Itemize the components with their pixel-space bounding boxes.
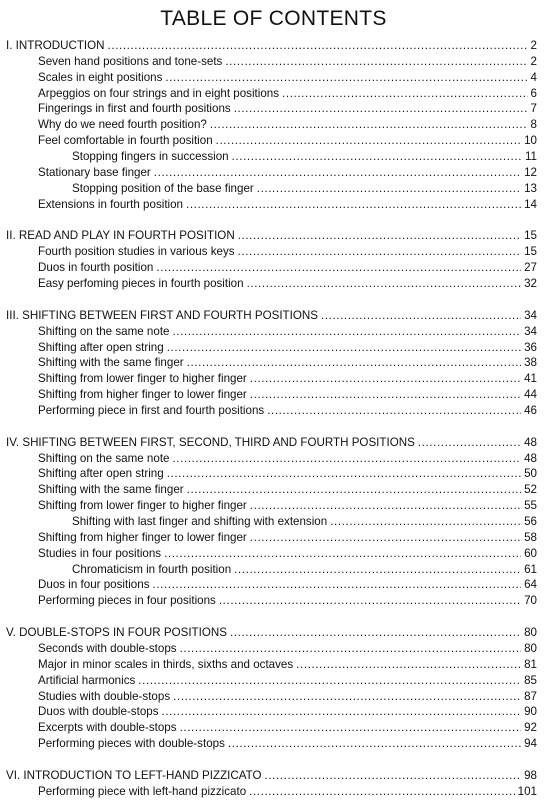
toc-entry (38, 689, 537, 705)
toc-entry-page-number: 48 (524, 435, 537, 449)
dot-leader (249, 784, 515, 800)
dot-leader (187, 482, 521, 498)
toc-section-heading (6, 435, 537, 451)
dot-leader (210, 117, 528, 133)
toc-entry-label: Shifting with the same finger (38, 356, 184, 370)
toc-entry-label: V. DOUBLE-STOPS IN FOUR POSITIONS (6, 626, 227, 640)
toc-entry-label: IV. SHIFTING BETWEEN FIRST, SECOND, THIRD AND FOURTH POSITIONS (6, 435, 415, 449)
toc-entry (38, 451, 537, 467)
toc-entry-label: Scales in eight positions (38, 70, 163, 84)
toc-entry-page-number: 27 (524, 261, 537, 274)
dot-leader (247, 276, 522, 292)
toc-entry (38, 387, 537, 403)
dot-leader (225, 54, 527, 70)
toc-entry (38, 641, 537, 657)
dot-leader (162, 704, 522, 720)
toc-entry-label: Shifting from lower finger to higher finger (38, 499, 247, 513)
toc-entry-label: Stationary base finger (38, 165, 151, 179)
toc-entry-page-number: 41 (524, 372, 537, 386)
toc-entry (72, 181, 537, 197)
toc-entry (38, 657, 537, 673)
toc-entry (38, 784, 537, 800)
toc-entry-page-number: 36 (524, 340, 537, 354)
toc-entry-page-number: 92 (524, 721, 537, 735)
toc-entry-label: Shifting from higher finger to lower finger (38, 388, 247, 401)
toc-entry-label: Extensions in fourth position (38, 197, 184, 211)
dot-leader (330, 514, 521, 530)
dot-leader (172, 324, 521, 340)
toc-entry-page-number: 60 (524, 546, 537, 560)
dot-leader (250, 387, 521, 403)
dot-leader (282, 86, 528, 102)
dot-leader (180, 641, 522, 657)
toc-entry-page-number: 46 (524, 403, 537, 417)
toc-entry-label: Shifting with the same finger (38, 483, 184, 497)
toc-entry-label: Shifting from lower finger to higher finger (38, 372, 247, 386)
dot-leader (187, 355, 521, 371)
toc-entry-page-number: 7 (530, 102, 537, 116)
toc-entry-page-number: 64 (524, 578, 537, 592)
toc-entry (72, 514, 537, 530)
toc-entry (38, 276, 537, 292)
toc-entry-page-number: 6 (530, 86, 537, 100)
toc-entry (38, 577, 537, 593)
dot-leader (164, 546, 521, 562)
toc-entry (38, 133, 537, 149)
toc-entry (38, 498, 537, 514)
dot-leader (153, 577, 522, 593)
toc-entry-page-number: 98 (524, 768, 537, 782)
toc-entry-page-number: 48 (524, 451, 537, 465)
toc-section-heading (6, 228, 537, 244)
toc-section-heading (6, 308, 537, 324)
dot-leader (418, 435, 521, 451)
dot-leader (186, 197, 521, 213)
toc-entry (38, 117, 537, 133)
toc-entry (72, 562, 537, 578)
dot-leader (108, 38, 528, 54)
dot-leader (172, 451, 521, 467)
toc-entry-page-number: 80 (524, 641, 537, 655)
dot-leader (167, 466, 521, 482)
page-title: TABLE OF CONTENTS (160, 7, 387, 30)
toc-entry-page-number: 52 (524, 483, 537, 497)
dot-leader (165, 70, 527, 86)
toc-entry-page-number: 15 (524, 245, 537, 259)
toc-entry-label: Duos with double-stops (38, 705, 159, 719)
toc-entry (38, 403, 537, 419)
toc-entry-page-number: 81 (524, 657, 537, 671)
toc-entry-label: Easy perfoming pieces in fourth position (38, 276, 244, 290)
toc-entry-label: Major in minor scales in thirds, sixths and octaves (38, 657, 294, 671)
toc-entry-page-number: 2 (530, 39, 537, 52)
toc-entry (38, 86, 537, 102)
toc-entry-page-number: 94 (524, 737, 537, 750)
toc-entry (38, 324, 537, 340)
toc-entry-label: Duos in four positions (38, 578, 150, 592)
toc-entry-label: Excerpts with double-stops (38, 721, 177, 735)
toc-entry-page-number: 61 (524, 562, 537, 576)
toc-entry-page-number: 12 (524, 165, 537, 179)
toc-entry-page-number: 13 (524, 181, 537, 195)
toc-entry-label: Seconds with double-stops (38, 641, 177, 655)
toc-entry-label: Shifting after open string (38, 340, 164, 354)
toc-entry (38, 482, 537, 498)
toc-entry (38, 197, 537, 213)
toc-entry-page-number: 70 (524, 594, 537, 608)
dot-leader (250, 498, 521, 514)
toc-entry-page-number: 15 (524, 229, 537, 243)
toc-entry-label: Studies in four positions (38, 546, 162, 560)
toc-entry (38, 70, 537, 86)
toc-entry-label: Performing pieces with double-stops (38, 737, 225, 750)
toc-entry-label: Shifting with last finger and shifting with extension (72, 515, 328, 528)
toc-entry-page-number: 50 (524, 467, 537, 481)
toc-section-heading (6, 38, 537, 54)
dot-leader (238, 244, 522, 260)
dot-leader (167, 340, 521, 356)
toc-entry-page-number: 32 (524, 276, 537, 290)
toc-entry-label: II. READ AND PLAY IN FOURTH POSITION (6, 229, 235, 243)
toc-entry (38, 546, 537, 562)
dot-leader (230, 625, 521, 641)
dot-leader (238, 228, 521, 244)
toc-entry-page-number: 38 (524, 356, 537, 370)
dot-leader (219, 593, 521, 609)
toc-entry (38, 736, 537, 752)
toc-entry-label: Chromaticism in fourth position (72, 562, 232, 576)
dot-leader (138, 673, 521, 689)
toc-entry-label: I. INTRODUCTION (6, 39, 105, 52)
dot-leader (232, 149, 522, 165)
toc-entry (38, 340, 537, 356)
dot-leader (180, 720, 522, 736)
toc-entry-label: Shifting on the same note (38, 324, 170, 338)
toc-entry-label: Seven hand positions and tone-sets (38, 54, 223, 68)
dot-leader (234, 101, 528, 117)
toc-entry (38, 54, 537, 70)
toc-entry-label: Performing pieces in four positions (38, 594, 216, 608)
toc-entry (38, 260, 537, 276)
toc-entry-label: Performing piece with left-hand pizzicato (38, 784, 247, 798)
toc-entry-page-number: 2 (530, 54, 537, 68)
toc-entry-label: Feel comfortable in fourth position (38, 134, 213, 148)
toc-entry-label: III. SHIFTING BETWEEN FIRST AND FOURTH POSITIONS (6, 308, 318, 322)
dot-leader (296, 657, 521, 673)
toc-entry-page-number: 80 (524, 626, 537, 640)
toc-entry (38, 720, 537, 736)
toc-entry (38, 371, 537, 387)
toc-entry-page-number: 34 (524, 308, 537, 322)
dot-leader (250, 371, 521, 387)
toc-entry-label: Duos in fourth position (38, 261, 154, 274)
toc-entry-page-number: 8 (530, 118, 537, 132)
toc-entry-label: Shifting from higher finger to lower finger (38, 530, 247, 544)
dot-leader (257, 181, 521, 197)
toc-entry-label: Why do we need fourth position? (38, 118, 207, 132)
toc-entry-label: Stopping position of the base finger (72, 181, 254, 195)
toc-entry (38, 593, 537, 609)
dot-leader (173, 689, 521, 705)
dot-leader (321, 308, 521, 324)
toc-entry-page-number: 4 (530, 70, 537, 84)
toc-entry-label: Studies with double-stops (38, 689, 171, 703)
dot-leader (216, 133, 521, 149)
toc-entry-label: Artificial harmonics (38, 673, 136, 687)
toc-entry-label: Arpeggios on four strings and in eight positions (38, 86, 280, 100)
toc-entry-label: Fourth position studies in various keys (38, 245, 235, 259)
toc-entry-label: Fingerings in first and fourth positions (38, 102, 231, 116)
toc-section-heading (6, 768, 537, 784)
toc-entry (38, 466, 537, 482)
dot-leader (250, 530, 521, 546)
toc-entry-label: Shifting after open string (38, 467, 164, 481)
toc-entry-page-number: 10 (524, 134, 537, 148)
toc-entry (38, 244, 537, 260)
toc-entry-page-number: 44 (524, 388, 537, 401)
toc-entry-label: Stopping fingers in succession (72, 149, 229, 163)
toc-entry-page-number: 85 (524, 673, 537, 687)
toc-entry (38, 673, 537, 689)
toc-entry-page-number: 90 (524, 705, 537, 719)
toc-entry-label: Shifting on the same note (38, 451, 170, 465)
toc-entry-label: Performing piece in first and fourth positions (38, 403, 265, 417)
toc-entry-page-number: 56 (524, 515, 537, 528)
toc-entry-page-number: 101 (517, 784, 537, 798)
dot-leader (154, 165, 521, 181)
dot-leader (265, 768, 522, 784)
toc-entry (38, 704, 537, 720)
toc-entry-page-number: 58 (524, 530, 537, 544)
dot-leader (228, 736, 521, 752)
toc-entry (38, 355, 537, 371)
toc-entry-page-number: 11 (524, 149, 537, 163)
toc-entry-page-number: 34 (524, 324, 537, 338)
toc-entry-page-number: 87 (524, 689, 537, 703)
toc-entry (72, 149, 537, 165)
toc-entry-label: VI. INTRODUCTION TO LEFT-HAND PIZZICATO (6, 768, 262, 782)
toc-section-heading (6, 625, 537, 641)
toc-entry-page-number: 14 (524, 197, 537, 211)
toc-entry (38, 165, 537, 181)
dot-leader (267, 403, 521, 419)
toc-entry (38, 101, 537, 117)
dot-leader (156, 260, 521, 276)
toc-entry (38, 530, 537, 546)
dot-leader (234, 562, 521, 578)
toc-entry-page-number: 55 (524, 499, 537, 513)
